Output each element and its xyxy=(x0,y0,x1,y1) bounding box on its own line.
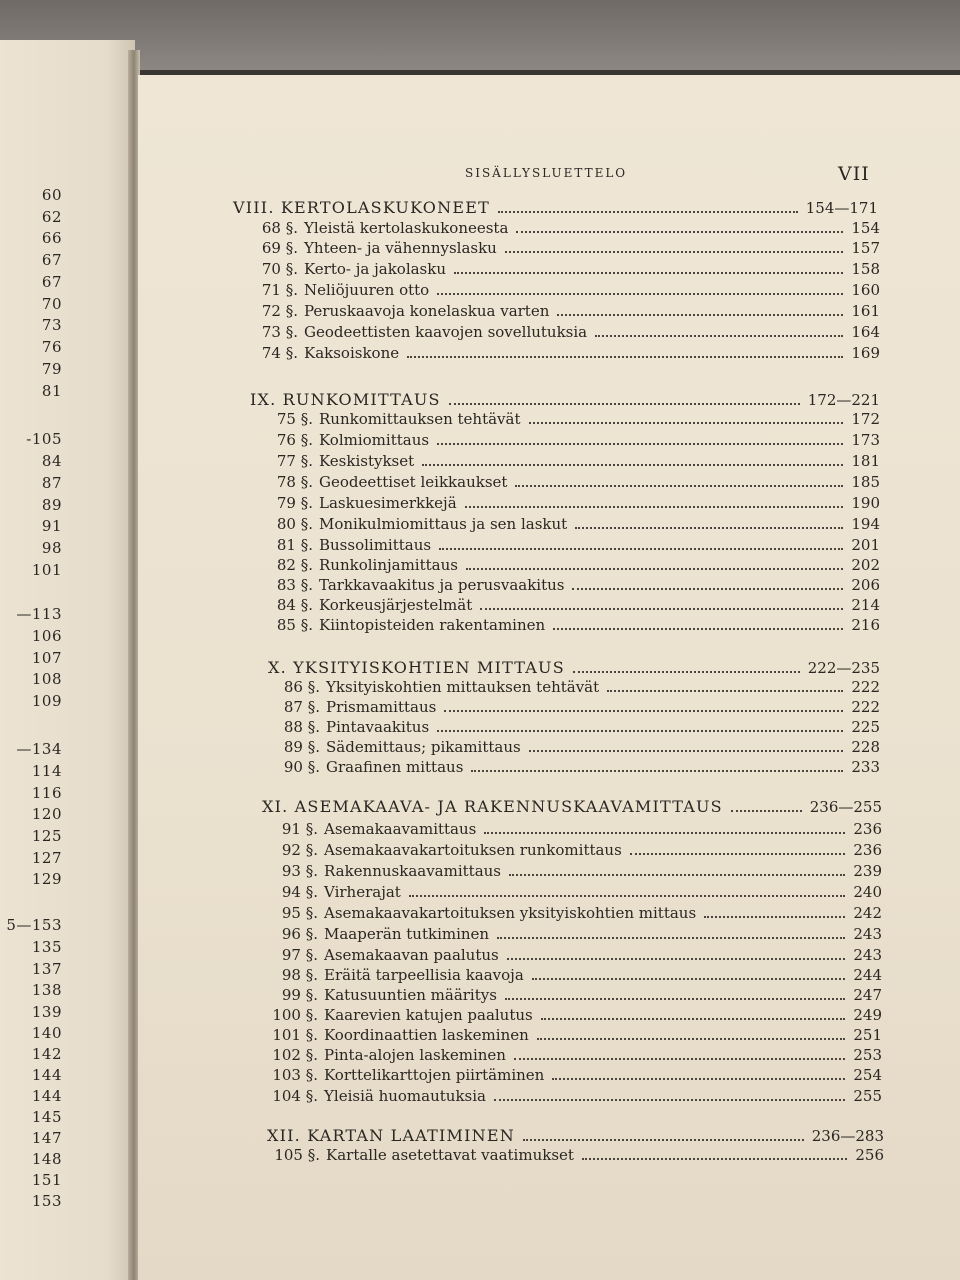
toc-section-page: 222 xyxy=(851,698,880,716)
toc-leader-dots xyxy=(505,251,844,253)
toc-leader-dots xyxy=(444,710,843,712)
toc-leader-dots xyxy=(454,272,843,274)
toc-section-page: 161 xyxy=(851,302,880,320)
toc-section-title: Maaperän tutkiminen xyxy=(324,925,490,943)
toc-section-number: 86 §. xyxy=(283,678,320,696)
toc-section-number: 101 §. xyxy=(272,1026,318,1044)
left-page-number: 62 xyxy=(41,208,62,226)
toc-section-page: 249 xyxy=(853,1006,882,1024)
toc-section-number: 88 §. xyxy=(283,718,320,736)
toc-leader-dots xyxy=(731,810,802,812)
toc-section-page: 169 xyxy=(851,344,880,362)
toc-section-number: 87 §. xyxy=(283,698,320,716)
left-page-number: 135 xyxy=(31,938,62,956)
toc-section-page: 158 xyxy=(851,260,880,278)
left-page-number: 144 xyxy=(31,1087,62,1105)
toc-leader-dots xyxy=(553,628,843,630)
toc-section-row xyxy=(263,515,880,533)
toc-leader-dots xyxy=(572,588,843,590)
toc-section-title: Asemakaavamittaus xyxy=(324,820,477,838)
toc-leader-dots xyxy=(439,548,843,550)
toc-section-page: 256 xyxy=(855,1146,884,1164)
left-page-number: 127 xyxy=(31,849,62,867)
left-page-number: 79 xyxy=(41,360,62,378)
toc-section-row xyxy=(248,260,880,278)
toc-leader-dots xyxy=(595,335,843,337)
left-page-number: 144 xyxy=(31,1066,62,1084)
toc-chapter-row xyxy=(267,1126,884,1145)
toc-section-row xyxy=(268,1026,882,1044)
toc-section-number: 83 §. xyxy=(276,576,313,594)
toc-section-title: Peruskaavoja konelaskua varten xyxy=(304,302,550,320)
toc-leader-dots xyxy=(575,527,843,529)
toc-section-page: 154 xyxy=(851,219,880,237)
toc-section-number: 93 §. xyxy=(281,862,318,880)
toc-leader-dots xyxy=(498,211,798,213)
toc-leader-dots xyxy=(552,1078,845,1080)
toc-section-page: 236 xyxy=(853,841,882,859)
toc-chapter-title: X. YKSITYISKOHTIEN MITTAUS xyxy=(268,658,565,677)
page-header-title: SISÄLLYSLUETTELO xyxy=(465,166,628,180)
toc-leader-dots xyxy=(409,895,846,897)
toc-section-row xyxy=(270,678,880,696)
toc-section-row xyxy=(268,820,882,838)
book-spine xyxy=(0,0,960,70)
toc-section-title: Runkolinjamittaus xyxy=(319,556,458,574)
page-header-number: VII xyxy=(838,163,870,185)
toc-section-row xyxy=(268,1046,882,1064)
toc-leader-dots xyxy=(704,916,845,918)
toc-leader-dots xyxy=(497,937,845,939)
left-page-number: 98 xyxy=(41,539,62,557)
toc-section-page: 194 xyxy=(851,515,880,533)
toc-section-title: Runkomittauksen tehtävät xyxy=(319,410,521,428)
toc-section-row xyxy=(248,219,880,237)
left-page-number: 140 xyxy=(31,1024,62,1042)
toc-chapter-row xyxy=(250,390,880,409)
toc-section-number: 80 §. xyxy=(276,515,313,533)
toc-section-page: 251 xyxy=(853,1026,882,1044)
left-page-number: 114 xyxy=(31,762,62,780)
toc-section-row xyxy=(263,576,880,594)
toc-leader-dots xyxy=(484,832,845,834)
toc-leader-dots xyxy=(407,356,843,358)
toc-section-row xyxy=(268,904,882,922)
toc-section-number: 104 §. xyxy=(272,1087,318,1105)
left-page-number: 153 xyxy=(31,1192,62,1210)
toc-leader-dots xyxy=(630,853,846,855)
left-page-number: 139 xyxy=(31,1003,62,1021)
left-page-number: 101 xyxy=(31,561,62,579)
toc-section-title: Pinta-alojen laskeminen xyxy=(324,1046,506,1064)
toc-section-page: 254 xyxy=(853,1066,882,1084)
toc-section-number: 91 §. xyxy=(281,820,318,838)
toc-section-row xyxy=(268,925,882,943)
left-page-number: 116 xyxy=(31,784,62,802)
toc-section-page: 181 xyxy=(851,452,880,470)
toc-leader-dots xyxy=(465,506,844,508)
toc-section-page: 164 xyxy=(851,323,880,341)
toc-leader-dots xyxy=(529,750,844,752)
toc-leader-dots xyxy=(507,958,846,960)
left-page-number: —134 xyxy=(16,740,62,758)
toc-section-page: 173 xyxy=(851,431,880,449)
toc-section-page: 243 xyxy=(853,925,882,943)
left-page-number: 138 xyxy=(31,981,62,999)
left-page-number: 87 xyxy=(41,474,62,492)
left-page-number: 129 xyxy=(31,870,62,888)
toc-section-number: 84 §. xyxy=(276,596,313,614)
toc-section-title: Keskistykset xyxy=(319,452,415,470)
left-page-number: 145 xyxy=(31,1108,62,1126)
toc-chapter-title: IX. RUNKOMITTAUS xyxy=(250,390,441,409)
toc-section-page: 244 xyxy=(853,966,882,984)
toc-leader-dots xyxy=(529,422,844,424)
toc-section-number: 94 §. xyxy=(281,883,318,901)
toc-section-page: 243 xyxy=(853,946,882,964)
toc-section-row xyxy=(270,698,880,716)
toc-section-title: Kaksoiskone xyxy=(304,344,400,362)
left-page-number: 91 xyxy=(41,517,62,535)
toc-leader-dots xyxy=(515,485,843,487)
toc-section-title: Yksityiskohtien mittauksen tehtävät xyxy=(326,678,600,696)
toc-section-row xyxy=(268,841,882,859)
left-page-number: 151 xyxy=(31,1171,62,1189)
toc-leader-dots xyxy=(514,1058,845,1060)
toc-section-row xyxy=(270,758,880,776)
toc-section-number: 78 §. xyxy=(276,473,313,491)
left-page-number: 108 xyxy=(31,670,62,688)
toc-section-number: 68 §. xyxy=(261,219,298,237)
toc-section-title: Virherajat xyxy=(324,883,401,901)
toc-section-row xyxy=(263,473,880,491)
toc-section-title: Kolmiomittaus xyxy=(319,431,430,449)
toc-section-number: 89 §. xyxy=(283,738,320,756)
toc-section-title: Asemakaavakartoituksen runkomittaus xyxy=(324,841,622,859)
toc-section-number: 77 §. xyxy=(276,452,313,470)
left-page-number: 89 xyxy=(41,496,62,514)
toc-section-page: 185 xyxy=(851,473,880,491)
toc-section-title: Asemakaavakartoituksen yksityiskohtien mittaus xyxy=(324,904,697,922)
toc-section-row xyxy=(268,862,882,880)
toc-section-title: Rakennuskaavamittaus xyxy=(324,862,501,880)
toc-chapter-pages: 236—255 xyxy=(809,798,882,816)
toc-section-number: 95 §. xyxy=(281,904,318,922)
toc-section-number: 100 §. xyxy=(272,1006,318,1024)
toc-section-page: 206 xyxy=(851,576,880,594)
toc-section-page: 228 xyxy=(851,738,880,756)
toc-section-title: Koordinaattien laskeminen xyxy=(324,1026,529,1044)
toc-section-title: Korkeusjärjestelmät xyxy=(319,596,473,614)
toc-section-page: 172 xyxy=(851,410,880,428)
toc-section-title: Tarkkavaakitus ja perusvaakitus xyxy=(319,576,565,594)
toc-section-number: 76 §. xyxy=(276,431,313,449)
toc-section-number: 79 §. xyxy=(276,494,313,512)
toc-section-title: Prismamittaus xyxy=(326,698,437,716)
toc-section-page: 201 xyxy=(851,536,880,554)
toc-leader-dots xyxy=(466,568,843,570)
toc-section-number: 75 §. xyxy=(276,410,313,428)
toc-section-title: Kiintopisteiden rakentaminen xyxy=(319,616,546,634)
toc-section-page: 160 xyxy=(851,281,880,299)
toc-section-title: Korttelikarttojen piirtäminen xyxy=(324,1066,545,1084)
left-page-number: 148 xyxy=(31,1150,62,1168)
toc-section-number: 90 §. xyxy=(283,758,320,776)
toc-section-number: 96 §. xyxy=(281,925,318,943)
toc-section-row xyxy=(263,410,880,428)
left-page-number: 106 xyxy=(31,627,62,645)
toc-section-title: Laskuesimerkkejä xyxy=(319,494,457,512)
toc-section-title: Geodeettiset leikkaukset xyxy=(319,473,508,491)
toc-section-row xyxy=(263,556,880,574)
toc-leader-dots xyxy=(480,608,843,610)
left-page-number: 120 xyxy=(31,805,62,823)
toc-section-number: 103 §. xyxy=(272,1066,318,1084)
left-page-number: -105 xyxy=(26,430,62,448)
left-page-number: 67 xyxy=(41,273,62,291)
left-page-number: 125 xyxy=(31,827,62,845)
toc-section-number: 70 §. xyxy=(261,260,298,278)
toc-section-row xyxy=(263,536,880,554)
toc-section-page: 222 xyxy=(851,678,880,696)
toc-leader-dots xyxy=(494,1099,845,1101)
left-page-number: 66 xyxy=(41,229,62,247)
toc-section-page: 233 xyxy=(851,758,880,776)
toc-leader-dots xyxy=(437,443,843,445)
toc-leader-dots xyxy=(437,730,843,732)
toc-chapter-title: XI. ASEMAKAAVA- JA RAKENNUSKAAVAMITTAUS xyxy=(262,797,723,816)
toc-section-row xyxy=(268,883,882,901)
toc-section-title: Eräitä tarpeellisia kaavoja xyxy=(324,966,524,984)
toc-section-number: 85 §. xyxy=(276,616,313,634)
toc-section-page: 239 xyxy=(853,862,882,880)
toc-leader-dots xyxy=(541,1018,846,1020)
toc-section-row xyxy=(268,1006,882,1024)
toc-section-page: 242 xyxy=(853,904,882,922)
toc-section-number: 99 §. xyxy=(281,986,318,1004)
left-page-number: —113 xyxy=(16,605,62,623)
left-page-number: 109 xyxy=(31,692,62,710)
toc-section-row xyxy=(248,281,880,299)
toc-section-title: Asemakaavan paalutus xyxy=(324,946,499,964)
left-page-number: 81 xyxy=(41,382,62,400)
toc-chapter-pages: 222—235 xyxy=(807,659,880,677)
left-page-number: 73 xyxy=(41,316,62,334)
toc-chapter-title: XII. KARTAN LAATIMINEN xyxy=(267,1126,515,1145)
toc-section-title: Monikulmiomittaus ja sen laskut xyxy=(319,515,568,533)
toc-section-page: 225 xyxy=(851,718,880,736)
toc-section-row xyxy=(263,452,880,470)
left-page-number: 142 xyxy=(31,1045,62,1063)
toc-section-row xyxy=(268,946,882,964)
toc-section-number: 92 §. xyxy=(281,841,318,859)
toc-section-title: Bussolimittaus xyxy=(319,536,432,554)
toc-section-number: 71 §. xyxy=(261,281,298,299)
toc-section-page: 190 xyxy=(851,494,880,512)
toc-section-page: 255 xyxy=(853,1087,882,1105)
toc-section-page: 214 xyxy=(851,596,880,614)
toc-section-title: Yhteen- ja vähennyslasku xyxy=(304,239,497,257)
toc-section-title: Kaarevien katujen paalutus xyxy=(324,1006,533,1024)
toc-leader-dots xyxy=(532,978,846,980)
toc-leader-dots xyxy=(516,231,843,233)
toc-section-number: 105 §. xyxy=(274,1146,320,1164)
left-page-number: 5—153 xyxy=(6,916,62,934)
toc-section-title: Yleisiä huomautuksia xyxy=(324,1087,486,1105)
toc-leader-dots xyxy=(505,998,845,1000)
toc-section-row xyxy=(263,494,880,512)
toc-section-row xyxy=(263,616,880,634)
toc-section-row xyxy=(263,431,880,449)
toc-section-title: Kartalle asetettavat vaatimukset xyxy=(326,1146,574,1164)
toc-chapter-pages: 236—283 xyxy=(811,1127,884,1145)
toc-leader-dots xyxy=(471,770,843,772)
toc-section-row xyxy=(268,986,882,1004)
toc-section-page: 236 xyxy=(853,820,882,838)
toc-section-page: 216 xyxy=(851,616,880,634)
toc-section-title: Katusuuntien määritys xyxy=(324,986,497,1004)
toc-section-page: 253 xyxy=(853,1046,882,1064)
toc-leader-dots xyxy=(582,1158,847,1160)
toc-section-row xyxy=(270,718,880,736)
toc-section-number: 102 §. xyxy=(272,1046,318,1064)
toc-section-number: 82 §. xyxy=(276,556,313,574)
toc-leader-dots xyxy=(607,690,843,692)
left-page-number: 67 xyxy=(41,251,62,269)
toc-chapter-row xyxy=(233,198,878,217)
toc-section-page: 157 xyxy=(851,239,880,257)
toc-leader-dots xyxy=(573,671,800,673)
toc-section-number: 73 §. xyxy=(261,323,298,341)
toc-leader-dots xyxy=(557,314,843,316)
toc-section-page: 202 xyxy=(851,556,880,574)
toc-chapter-pages: 154—171 xyxy=(805,199,878,217)
toc-section-page: 247 xyxy=(853,986,882,1004)
toc-section-row xyxy=(268,1066,882,1084)
toc-section-number: 81 §. xyxy=(276,536,313,554)
toc-section-number: 74 §. xyxy=(261,344,298,362)
toc-leader-dots xyxy=(422,464,843,466)
toc-section-title: Graafinen mittaus xyxy=(326,758,464,776)
left-page-number: 107 xyxy=(31,649,62,667)
toc-section-title: Geodeettisten kaavojen sovellutuksia xyxy=(304,323,588,341)
toc-section-number: 69 §. xyxy=(261,239,298,257)
toc-section-title: Neliöjuuren otto xyxy=(304,281,430,299)
toc-leader-dots xyxy=(523,1139,804,1141)
toc-section-number: 97 §. xyxy=(281,946,318,964)
toc-section-row xyxy=(270,738,880,756)
toc-chapter-row xyxy=(268,658,880,677)
toc-chapter-pages: 172—221 xyxy=(807,391,880,409)
toc-section-title: Pintavaakitus xyxy=(326,718,430,736)
left-page-number: 84 xyxy=(41,452,62,470)
left-page-number: 60 xyxy=(41,186,62,204)
left-page-number: 137 xyxy=(31,960,62,978)
left-page-number: 70 xyxy=(41,295,62,313)
toc-section-number: 98 §. xyxy=(281,966,318,984)
toc-section-title: Yleistä kertolaskukoneesta xyxy=(304,219,509,237)
toc-section-title: Sädemittaus; pikamittaus xyxy=(326,738,521,756)
toc-leader-dots xyxy=(449,403,800,405)
toc-section-page: 240 xyxy=(853,883,882,901)
toc-chapter-title: VIII. KERTOLASKUKONEET xyxy=(233,198,490,217)
toc-section-title: Kerto- ja jakolasku xyxy=(304,260,447,278)
toc-section-row xyxy=(268,966,882,984)
toc-section-row xyxy=(268,1087,882,1105)
toc-section-row xyxy=(248,302,880,320)
toc-leader-dots xyxy=(537,1038,846,1040)
toc-section-number: 72 §. xyxy=(261,302,298,320)
left-page-number: 147 xyxy=(31,1129,62,1147)
left-page-number: 76 xyxy=(41,338,62,356)
toc-section-row xyxy=(270,1146,884,1164)
toc-section-row xyxy=(248,344,880,362)
toc-section-row xyxy=(248,323,880,341)
toc-leader-dots xyxy=(437,293,843,295)
toc-leader-dots xyxy=(509,874,845,876)
toc-chapter-row xyxy=(262,797,882,816)
toc-section-row xyxy=(263,596,880,614)
toc-section-row xyxy=(248,239,880,257)
